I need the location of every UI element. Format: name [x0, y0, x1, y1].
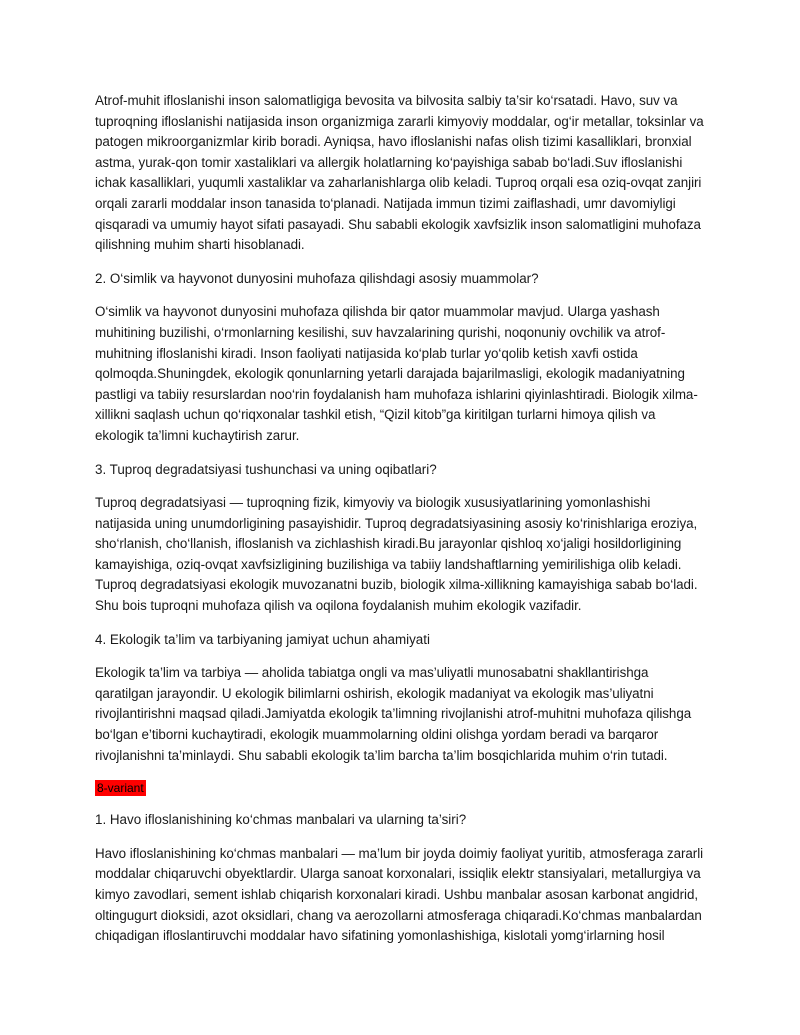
variant-label-row: [95, 779, 707, 810]
paragraph-stationary-sources: Havo ifloslanishining ko‘chmas manbalari — ma’lum bir joyda doimiy faoliyat yuritib, atmosferaga zararli moddalar chiqaruvchi obyektlardir. Ularga sanoat korxonalari, issiqlik elektr stansiyalari, metallurgiya va kimyo zavodlari, sement ishlab chiqarish korxonalari kiradi. Ushbu manbalar asosan karbonat angidrid, oltingugurt dioksidi, azot oksidlari, chang va aerozollarni atmosferaga chiqaradi.Ko‘chmas manbalardan chiqadigan ifloslantiruvchi moddalar havo sifatining yomonlashishiga, kislotali yomg‘irlarning hosil: [95, 845, 704, 944]
question-heading-4: 4. Ekologik ta’lim va tarbiyaning jamiyat uchun ahamiyati: [95, 631, 430, 647]
question-heading-v8-1: 1. Havo ifloslanishining ko‘chmas manbalari va ularning ta’siri?: [95, 812, 467, 828]
document-page: [95, 91, 707, 960]
variant-label: 8-variant: [97, 781, 144, 796]
paragraph-eco-education: Ekologik ta’lim va tarbiya — aholida tabiatga ongli va mas’uliyatli munosabatni shakllantirishga qaratilgan jarayondir. U ekologik bilimlarni oshirish, ekologik madaniyat va ekologik mas’uliyatni rivojlantirishni maqsad qiladi.Jamiyatda ekologik ta’limning rivojlanishi atrof-muhitni muhofaza qilishga bo‘lgan e’tiborni kuchaytiradi, ekologik muammolarning oldini olishga yordam beradi va barqaror rivojlanishni ta’minlaydi. Shu sababli ekologik ta’lim barcha ta’lim bosqichlarida muhim o‘rin tutadi.: [95, 665, 692, 763]
question-heading-3: 3. Tuproq degradatsiyasi tushunchasi va uning oqibatlari?: [95, 461, 437, 477]
question-heading-2: 2. O‘simlik va hayvonot dunyosini muhofaza qilishdagi asosiy muammolar?: [95, 270, 539, 286]
paragraph-flora-fauna: O‘simlik va hayvonot dunyosini muhofaza qilishda bir qator muammolar mavjud. Ularga yashash muhitining buzilishi, o‘rmonlarning kesilishi, suv havzalarining qurishi, noqonuniy ovchilik va atrof-muhitning ifloslanishi kiradi. Inson faoliyati natijasida ko‘plab turlar yo‘qolib ketish xavfi ostida qolmoqda.Shuningdek, ekologik qonunlarning yetarli darajada bajarilmasligi, ekologik madaniyatning pastligi va tabiiy resurslardan noo‘rin foydalanish ham muhofaza ishlarini qiyinlashtiradi. Biologik xilma-xillikni saqlash uchun qo‘riqxonalar tashkil etish, “Qizil kitob”ga kiritilgan turlarni himoya qilish va ekologik ta’limni kuchaytirish zarur.: [95, 304, 698, 443]
paragraph-health-impact: Atrof-muhit ifloslanishi inson salomatligiga bevosita va bilvosita salbiy ta’sir ko‘rsatadi. Havo, suv va tuproqning ifloslanishi natijasida inson organizmiga zararli kimyoviy moddalar, og‘ir metallar, toksinlar va patogen mikroorganizmlar kirib boradi. Ayniqsa, havo ifloslanishi nafas olish tizimi kasalliklari, bronxial astma, yurak-qon tomir xastaliklari va allergik holatlarning ko‘payishiga sabab bo‘ladi.Suv ifloslanishi ichak kasalliklari, yuqumli xastaliklar va zaharlanishlarga olib keladi. Tuproq orqali esa oziq-ovqat zanjiri orqali zararli moddalar inson tanasida to‘planadi. Natijada immun tizimi zaiflashadi, umr davomiyligi qisqaradi va umumiy hayot sifati pasayadi. Shu sababli ekologik xavfsizlik inson salomatligini muhofaza qilishning muhim sharti hisoblanadi.: [95, 93, 704, 253]
paragraph-soil-degradation: Tuproq degradatsiyasi — tuproqning fizik, kimyoviy va biologik xususiyatlarining yomonlashishi natijasida uning unumdorligining pasayishidir. Tuproq degradatsiyasining asosiy ko‘rinishlariga eroziya, sho‘rlanish, cho‘llanish, ifloslanish va zichlashish kiradi.Bu jarayonlar qishloq xo‘jaligi hosildorligining kamayishiga, oziq-ovqat xavfsizligining buzilishiga va tabiiy landshaftlarning yemirilishiga olib keladi. Tuproq degradatsiyasi ekologik muvozanatni buzib, biologik xilma-xillikning kamayishiga sabab bo‘ladi. Shu bois tuproqni muhofaza qilish va oqilona foydalanish muhim ekologik vazifadir.: [95, 495, 698, 614]
